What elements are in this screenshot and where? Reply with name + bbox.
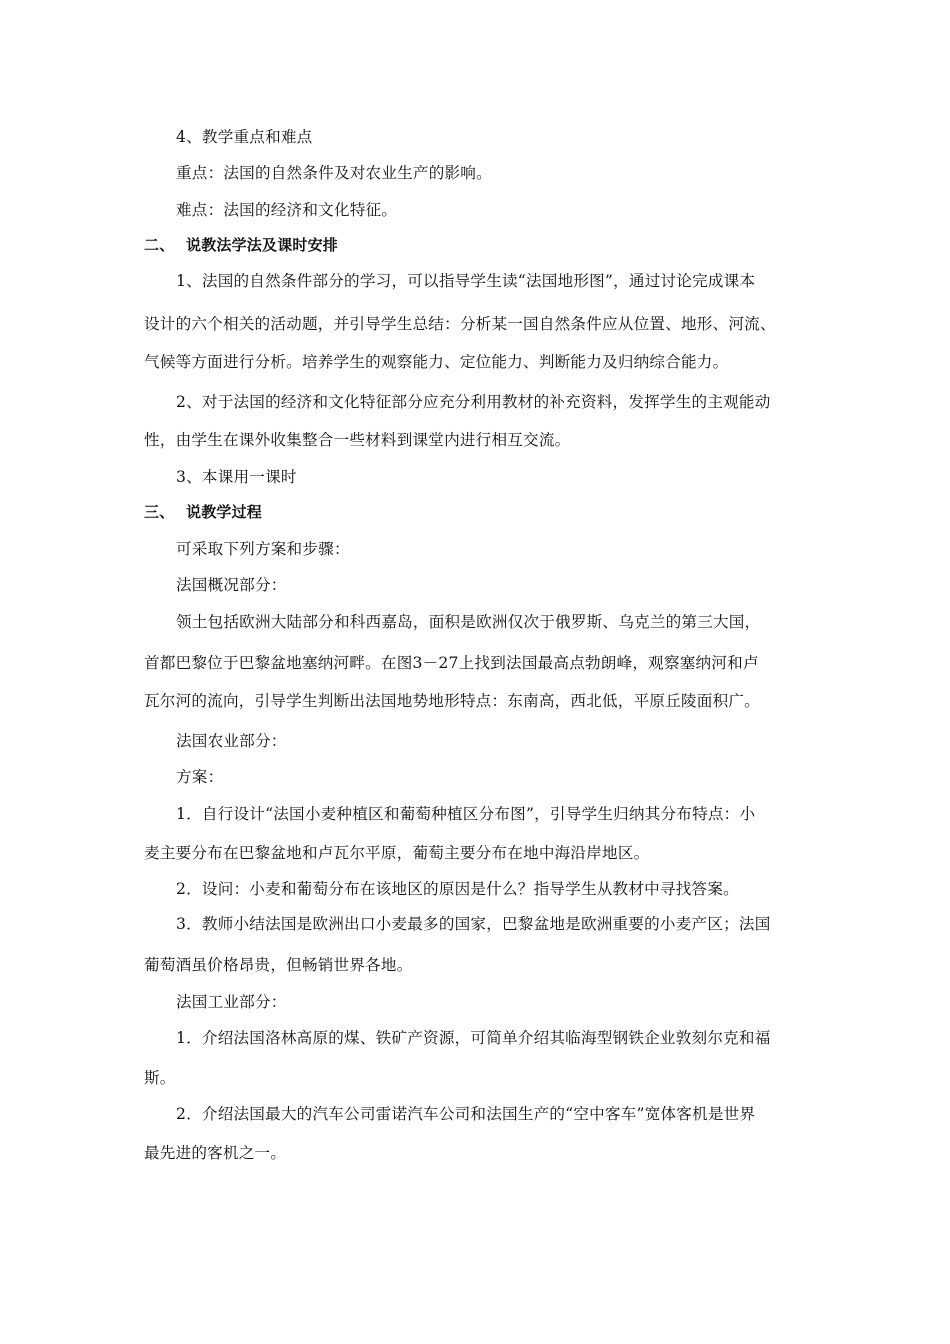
industry-title: 法国工业部分： bbox=[176, 993, 287, 1011]
para1-line1: 1、法国的自然条件部分的学习，可以指导学生读“法国地形图”，通过讨论完成课本 bbox=[176, 272, 756, 290]
ind-item1-line2: 斯。 bbox=[144, 1069, 176, 1087]
section3-number: 三、 bbox=[144, 503, 175, 521]
plan-label: 方案： bbox=[176, 768, 224, 786]
para1-line2: 设计的六个相关的活动题，并引导学生总结：分析某一国自然条件应从位置、地形、河流、 bbox=[144, 315, 776, 333]
ind-item1-line1: 1．介绍法国洛林高原的煤、铁矿产资源，可简单介绍其临海型钢铁企业敦刻尔克和福 bbox=[176, 1029, 771, 1047]
agri-item1-line2: 麦主要分布在巴黎盆地和卢瓦尔平原，葡萄主要分布在地中海沿岸地区。 bbox=[144, 844, 650, 862]
section3-heading bbox=[144, 502, 262, 522]
agri-item3-line1: 3．教师小结法国是欧洲出口小麦最多的国家，巴黎盆地是欧洲重要的小麦产区；法国 bbox=[176, 915, 771, 933]
ind-item2-line2: 最先进的客机之一。 bbox=[144, 1144, 287, 1162]
para3: 3、本课用一课时 bbox=[176, 468, 297, 486]
difficult-point: 难点：法国的经济和文化特征。 bbox=[176, 201, 398, 219]
overview-line2: 首都巴黎位于巴黎盆地塞纳河畔。在图3－27上找到法国最高点勃朗峰，观察塞纳河和卢 bbox=[144, 654, 759, 672]
para2-line1: 2、对于法国的经济和文化特征部分应充分利用教材的补充资料，发挥学生的主观能动 bbox=[176, 393, 771, 411]
ind-item2-line1: 2．介绍法国最大的汽车公司雷诺汽车公司和法国生产的“空中客车”宽体客机是世界 bbox=[176, 1105, 756, 1123]
agri-item1-line1: 1．自行设计“法国小麦种植区和葡萄种植区分布图”，引导学生归纳其分布特点：小 bbox=[176, 805, 756, 823]
para2-line2: 性，由学生在课外收集整合一些材料到课堂内进行相互交流。 bbox=[144, 431, 571, 449]
intro-text: 可采取下列方案和步骤： bbox=[176, 540, 350, 558]
agriculture-title: 法国农业部分： bbox=[176, 732, 287, 750]
section2-title: 说教法学法及课时安排 bbox=[186, 236, 339, 254]
para1-line3: 气候等方面进行分析。培养学生的观察能力、定位能力、判断能力及归纳综合能力。 bbox=[144, 353, 729, 371]
section2-heading bbox=[144, 235, 338, 255]
overview-line3: 瓦尔河的流向，引导学生判断出法国地势地形特点：东南高，西北低，平原丘陵面积广。 bbox=[144, 692, 760, 710]
agri-item2: 2．设问：小麦和葡萄分布在该地区的原因是什么？指导学生从教材中寻找答案。 bbox=[176, 880, 739, 898]
key-point: 重点：法国的自然条件及对农业生产的影响。 bbox=[176, 164, 492, 182]
overview-line1: 领土包括欧洲大陆部分和科西嘉岛，面积是欧洲仅次于俄罗斯、乌克兰的第三大国， bbox=[176, 613, 761, 631]
section4-title: 4、教学重点和难点 bbox=[176, 128, 313, 146]
agri-item3-line2: 葡萄酒虽价格昂贵，但畅销世界各地。 bbox=[144, 956, 413, 974]
section2-number: 二、 bbox=[144, 236, 175, 254]
section3-title: 说教学过程 bbox=[186, 503, 263, 521]
overview-title: 法国概况部分： bbox=[176, 576, 287, 594]
